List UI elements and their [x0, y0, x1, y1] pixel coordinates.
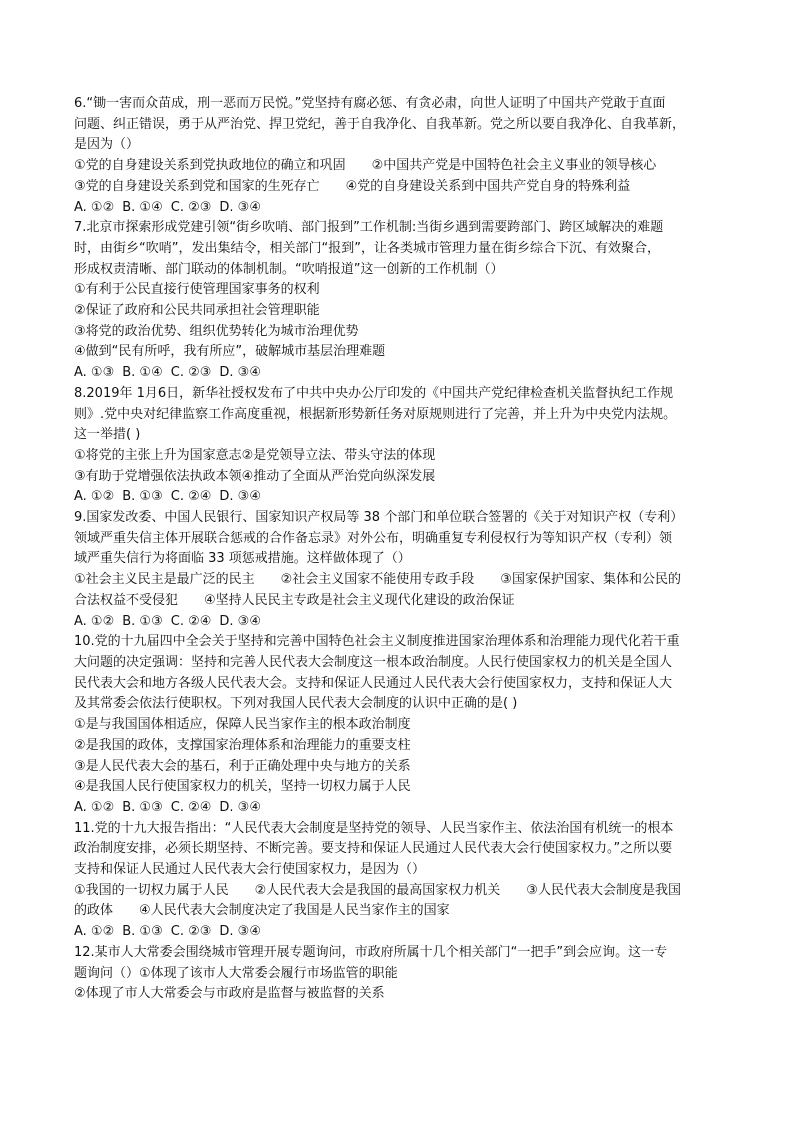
- statement-line: ①我国的一切权力属于人民 ②人民代表大会是我国的最高国家权力机关 ③人民代表大会制度是我国: [74, 882, 681, 898]
- question-stem-line: 是因为（）: [74, 137, 140, 153]
- question-10: [74, 632, 722, 818]
- question-12: [74, 943, 722, 1005]
- statement-line: ③有助于党增强依法执政本领④推动了全面从严治党向纵深发展: [74, 468, 436, 484]
- answer-options: [74, 798, 722, 819]
- question-stem-line: 领域严重失信主体开展联合惩戒的合作备忘录》对外公布，明确重复专利侵权行为等知识产权（专利）领: [74, 530, 673, 546]
- answer-option: A. ①②: [74, 199, 115, 215]
- question-stem-line: 9.国家发改委、中国人民银行、国家知识产权局等 38 个部门和单位联合签署的《关于对知识产权（专利）: [74, 510, 684, 526]
- answer-option: B. ①③: [122, 924, 163, 940]
- question-stem-line: 问题、纠正错误，勇于从严治党、捍卫党纪，善于自我净化、自我革新。党之所以要自我净化、自我革新，: [74, 116, 686, 132]
- answer-option: C. ②④: [170, 613, 212, 629]
- statement-line: ①是与我国国体相适应，保障人民当家作主的根本政治制度: [74, 717, 411, 733]
- answer-option: B. ①③: [122, 489, 163, 505]
- answer-option: B. ①④: [122, 365, 163, 381]
- answer-option: D. ③④: [219, 799, 261, 815]
- answer-option: A. ①②: [74, 924, 115, 940]
- statement-line: ①党的自身建设关系到党执政地位的确立和巩固 ②中国共产党是中国特色社会主义事业的领导核心: [74, 158, 657, 174]
- statement-line: ①有利于公民直接行使管理国家事务的权利: [74, 282, 320, 298]
- answer-option: A. ①③: [74, 365, 115, 381]
- question-11: [74, 819, 722, 943]
- answer-option: B. ①③: [122, 613, 163, 629]
- answer-option: C. ②④: [170, 489, 212, 505]
- statement-line: ③将党的政治优势、组织优势转化为城市治理优势: [74, 323, 359, 339]
- question-7: [74, 218, 722, 384]
- answer-options: [74, 363, 722, 384]
- statement-line: ③党的自身建设关系到党和国家的生死存亡 ④党的自身建设关系到中国共产党自身的特殊利益: [74, 178, 631, 194]
- statement-line: 合法权益不受侵犯 ④坚持人民民主专政是社会主义现代化建设的政治保证: [74, 592, 515, 608]
- answer-option: D. ③④: [219, 199, 261, 215]
- answer-option: B. ①④: [122, 199, 163, 215]
- question-stem-line: 题询问（）①体现了该市人大常委会履行市场监管的职能: [74, 965, 398, 981]
- question-stem-line: 时，由街乡“吹哨”，发出集结令，相关部门“报到”，让各类城市管理力量在街乡综合下沉、有效聚合，: [74, 240, 660, 256]
- question-stem-line: 6.“锄一害而众苗成，刑一恶而万民悦。”党坚持有腐必惩、有贪必肃，向世人证明了中国共产党敢于直面: [74, 96, 666, 111]
- statement-line: ①社会主义民主是最广泛的民主 ②社会主义国家不能使用专政手段 ③国家保护国家、集体和公民的: [74, 572, 681, 588]
- answer-options: [74, 198, 722, 219]
- statement-line: ①将党的主张上升为国家意志②是党领导立法、带头守法的体现: [74, 447, 436, 463]
- answer-option: D. ③④: [219, 365, 261, 381]
- answer-options: [74, 612, 722, 633]
- question-stem-line: 8.2019年 1月6日，新华社授权发布了中共中央办公厅印发的《中国共产党纪律检查机关监督执纪工作规: [74, 385, 674, 401]
- statement-line: ②保证了政府和公民共同承担社会管理职能: [74, 303, 320, 319]
- statement-line: ④做到“民有所呼，我有所应”，破解城市基层治理难题: [74, 344, 386, 360]
- statement-line: ③是人民代表大会的基石，利于正确处理中央与地方的关系: [74, 758, 411, 774]
- question-stem-line: 大问题的决定强调：坚持和完善人民代表大会制度这一根本政治制度。人民行使国家权力的机关是全国人: [74, 654, 673, 670]
- question-6: [74, 94, 722, 218]
- question-stem-line: 域严重失信行为将面临 33 项惩戒措施。这样做体现了（）: [74, 551, 411, 567]
- question-stem-line: 及其常委会依法行使职权。下列对我国人民代表大会制度的认识中正确的是( ): [74, 696, 518, 712]
- question-stem-line: 则》.党中央对纪律监察工作高度重视，根据新形势新任务对原规则进行了完善，并上升为中央党内法规。: [74, 406, 677, 422]
- answer-option: C. ②③: [170, 365, 212, 381]
- question-stem-line: 支持和保证人民通过人民代表大会行使国家权力，是因为（）: [74, 862, 426, 878]
- statement-line: ②是我国的政体，支撑国家治理体系和治理能力的重要支柱: [74, 737, 411, 753]
- answer-option: D. ③④: [219, 924, 261, 940]
- answer-option: A. ①②: [74, 489, 115, 505]
- question-stem-line: 这一举措( ): [74, 427, 141, 443]
- question-stem-line: 政治制度安排，必须长期坚持、不断完善。要支持和保证人民通过人民代表大会行使国家权力。”之所以要: [74, 841, 673, 857]
- statement-line: 的政体 ④人民代表大会制度决定了我国是人民当家作主的国家: [74, 903, 450, 919]
- question-stem-line: 7.北京市探索形成党建引领“街乡吹哨、部门报到”工作机制:当街乡遇到需要跨部门、跨区域解决的难题: [74, 220, 664, 236]
- question-stem-line: 民代表大会和地方各级人民代表大会。支持和保证人民通过人民代表大会行使国家权力，支持和保证人大: [74, 675, 673, 691]
- question-8: [74, 384, 722, 508]
- answer-option: B. ①③: [122, 799, 163, 815]
- statement-line: ④是我国人民行使国家权力的机关，坚持一切权力属于人民: [74, 779, 411, 795]
- answer-option: C. ②④: [170, 799, 212, 815]
- statement-line: ②体现了市人大常委会与市政府是监督与被监督的关系: [74, 986, 385, 1002]
- answer-options: [74, 487, 722, 508]
- question-stem-line: 10.党的十九届四中全会关于坚持和完善中国特色社会主义制度推进国家治理体系和治理能力现代化若干重: [74, 634, 680, 650]
- answer-option: D. ③④: [219, 613, 261, 629]
- answer-option: D. ③④: [219, 489, 261, 505]
- answer-option: C. ②③: [170, 199, 212, 215]
- answer-option: A. ①②: [74, 799, 115, 815]
- question-stem-line: 11.党的十九大报告指出：“人民代表大会制度是坚持党的领导、人民当家作主、依法治国有机统一的根本: [74, 820, 674, 836]
- question-stem-line: 形成权责清晰、部门联动的体制机制。“吹哨报道”这一创新的工作机制（）: [74, 261, 504, 277]
- answer-option: C. ②③: [170, 924, 212, 940]
- answer-option: A. ①②: [74, 613, 115, 629]
- question-stem-line: 12.某市人大常委会围绕城市管理开展专题询问，市政府所属十几个相关部门“一把手”到会应询。这一专: [74, 944, 668, 960]
- question-9: [74, 508, 722, 632]
- answer-options: [74, 922, 722, 943]
